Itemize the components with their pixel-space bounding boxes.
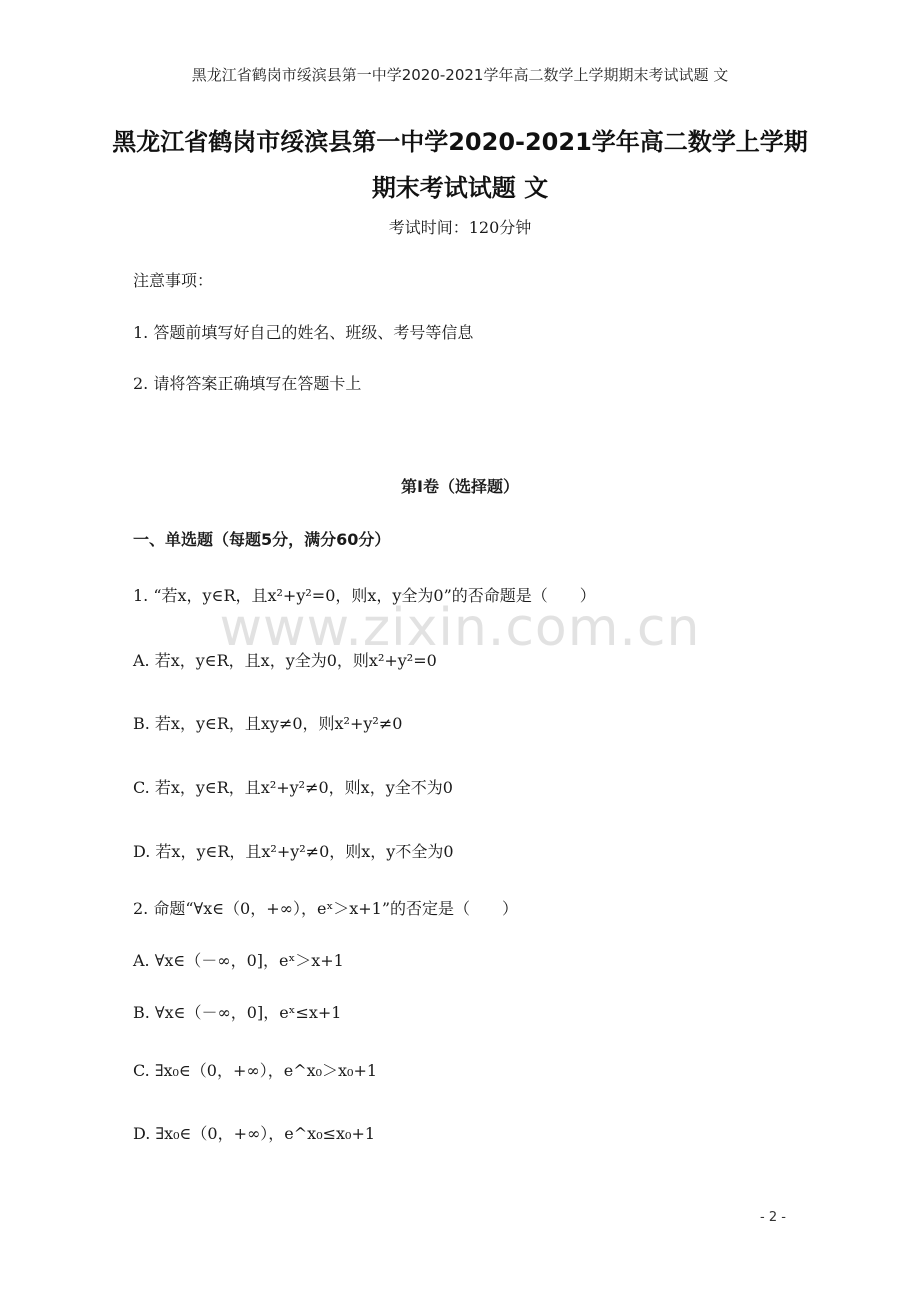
note-item-2: 2. 请将答案正确填写在答题卡上 <box>133 374 362 393</box>
document-title-line-1: 黑龙江省鹤岗市绥滨县第一中学2020-2021学年高二数学上学期 <box>112 128 808 156</box>
watermark: www.zixin.com.cn <box>219 598 701 658</box>
question-2-option-b: B. ∀x∈（－∞，0]，eˣ≤x+1 <box>133 1003 342 1022</box>
page-number: - 2 - <box>760 1210 786 1225</box>
part-1-title: 第Ⅰ卷（选择题） <box>401 477 519 496</box>
section-1-title: 一、单选题（每题5分，满分60分） <box>133 530 391 549</box>
question-1-option-a: A. 若x，y∈R，且x，y全为0，则x²+y²=0 <box>133 651 437 670</box>
question-2-option-a: A. ∀x∈（－∞，0]，eˣ＞x+1 <box>133 951 344 970</box>
question-1-option-c: C. 若x，y∈R，且x²+y²≠0，则x，y全不为0 <box>133 778 453 797</box>
question-1-option-b: B. 若x，y∈R，且xy≠0，则x²+y²≠0 <box>133 714 403 733</box>
question-1-stem: 1. “若x，y∈R，且x²+y²=0，则x，y全为0”的否命题是（ ） <box>133 586 596 605</box>
document-title-line-2: 期末考试试题 文 <box>371 174 549 202</box>
question-2-option-d: D. ∃x₀∈（0，+∞），e^x₀≤x₀+1 <box>133 1124 376 1143</box>
notes-heading: 注意事项： <box>133 271 214 290</box>
exam-time: 考试时间：120分钟 <box>388 218 532 237</box>
question-1-option-d: D. 若x，y∈R，且x²+y²≠0，则x，y不全为0 <box>133 842 454 861</box>
question-2-stem: 2. 命题“∀x∈（0，+∞），eˣ＞x+1”的否定是（ ） <box>133 899 519 918</box>
running-header: 黑龙江省鹤岗市绥滨县第一中学2020-2021学年高二数学上学期期末考试试题 文 <box>191 66 729 84</box>
question-2-option-c: C. ∃x₀∈（0，+∞），e^x₀＞x₀+1 <box>133 1061 378 1080</box>
note-item-1: 1. 答题前填写好自己的姓名、班级、考号等信息 <box>133 323 474 342</box>
